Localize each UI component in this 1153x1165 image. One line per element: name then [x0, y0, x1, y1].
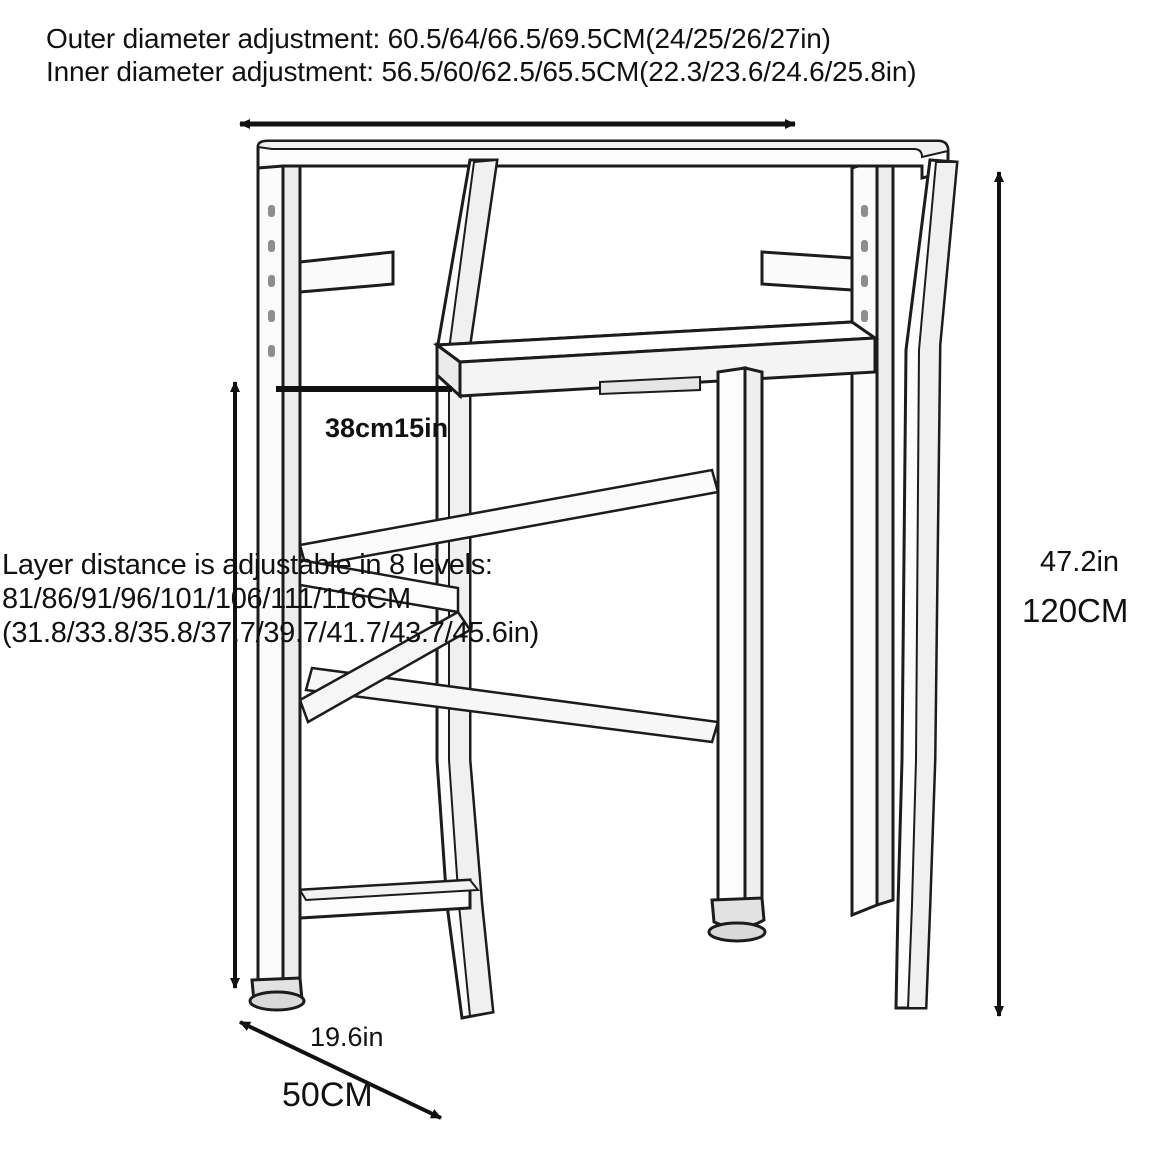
- main-shelf-board: [437, 322, 875, 396]
- depth-inches-label: 19.6in: [310, 1022, 384, 1052]
- outer-diameter-text: Outer diameter adjustment: 60.5/64/66.5/69.5CM(24/25/26/27in): [46, 23, 831, 54]
- depth-cm-label: 50CM: [282, 1076, 373, 1114]
- top-back-rail: [258, 141, 948, 178]
- height-cm-label: 120CM: [1022, 592, 1129, 629]
- height-inches-label: 47.2in: [1040, 546, 1120, 578]
- shelf-depth-label: 38cm15in: [325, 413, 449, 443]
- inner-diameter-text: Inner diameter adjustment: 56.5/60/62.5/65.5CM(22.3/23.6/24.6/25.8in): [46, 56, 917, 88]
- back-right-upright: [852, 160, 893, 915]
- layer-distance-annotation: [2, 548, 539, 651]
- front-right-leg: [896, 160, 957, 1008]
- layer-distance-line2: 81/86/91/96/101/106/111/116CM: [2, 583, 411, 616]
- center-front-post: [709, 368, 765, 941]
- layer-distance-line1: Layer distance is adjustable in 8 levels:: [2, 549, 493, 581]
- layer-distance-line3: (31.8/33.8/35.8/37.7/39.7/41.7/43.7/45.6in): [2, 617, 539, 650]
- outer-inner-diameter-annotation: [46, 22, 916, 88]
- upper-side-rails: [300, 252, 852, 292]
